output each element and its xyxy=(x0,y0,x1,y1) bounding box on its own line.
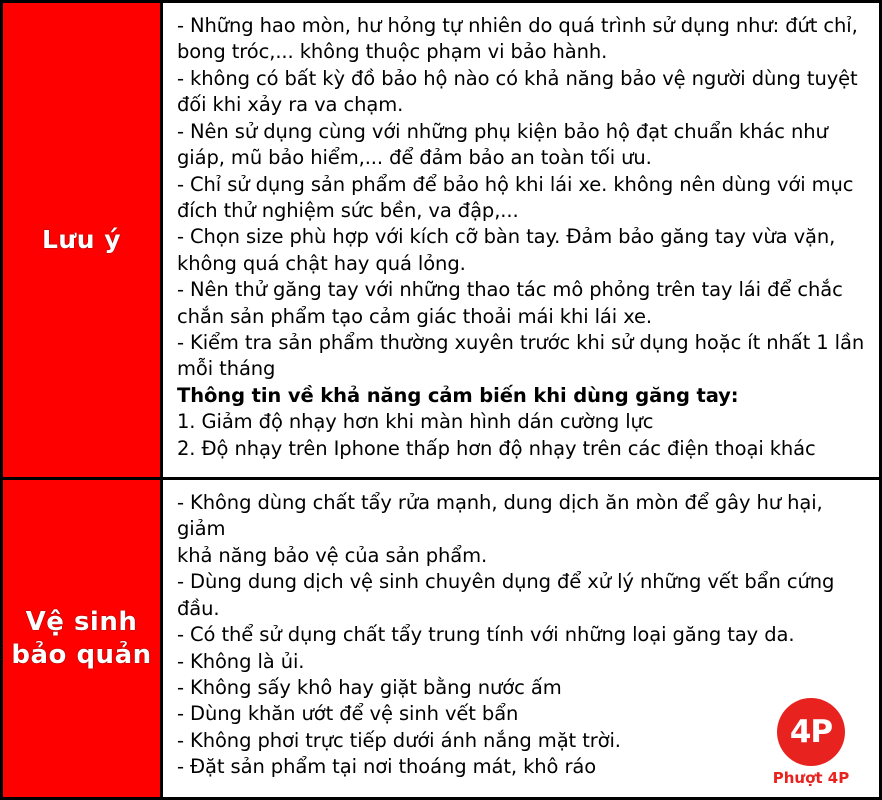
row-label-notes-text: Lưu ý xyxy=(41,225,122,255)
table-row-notes xyxy=(3,3,879,480)
row-content-care xyxy=(163,480,879,797)
row-label-care-line1: Vệ sinh xyxy=(25,607,138,637)
content-line: - Nên sử dụng cùng với những phụ kiện bảo hộ đạt chuẩn khác như xyxy=(177,119,828,143)
content-line: - Chỉ sử dụng sản phẩm để bảo hộ khi lái xe. không nên dùng với mục xyxy=(177,172,854,196)
brand-logo-mark: 4P xyxy=(777,698,845,766)
content-line: bong tróc,... không thuộc phạm vi bảo hành. xyxy=(177,40,608,64)
content-line: đích thử nghiệm sức bền, va đập,... xyxy=(177,198,519,222)
content-line: - Có thể sử dụng chất tẩy trung tính với những loại găng tay da. xyxy=(177,623,795,647)
content-line: - Không sấy khô hay giặt bằng nước ấm xyxy=(177,675,562,699)
table-row-care xyxy=(3,480,879,797)
content-line: - Những hao mòn, hư hỏng tự nhiên do quá trình sử dụng như: đứt chỉ, xyxy=(177,14,858,37)
content-line: giáp, mũ bảo hiểm,... để đảm bảo an toàn tối ưu. xyxy=(177,146,652,170)
row-label-care xyxy=(3,480,163,797)
content-line: - Kiểm tra sản phẩm thường xuyên trước khi sử dụng hoặc ít nhất 1 lần xyxy=(177,331,865,355)
row-content-notes xyxy=(163,3,879,477)
content-line: - Đặt sản phẩm tại nơi thoáng mát, khô ráo xyxy=(177,755,597,779)
content-line: - Không dùng chất tẩy rửa mạnh, dung dịch ăn mòn để gây hư hại, giảm xyxy=(177,491,823,541)
row-label-notes xyxy=(3,3,163,477)
content-line: - Dùng dung dịch vệ sinh chuyên dụng để xử lý những vết bẩn cứng xyxy=(177,570,835,594)
content-line: - Không là ủi. xyxy=(177,649,305,673)
content-line: - không có bất kỳ đồ bảo hộ nào có khả năng bảo vệ người dùng tuyệt xyxy=(177,66,858,90)
row-label-care-line2: bảo quản xyxy=(11,639,152,670)
brand-logo xyxy=(757,698,865,787)
content-line: đối khi xảy ra va chạm. xyxy=(177,93,404,117)
content-line: khả năng bảo vệ của sản phẩm. xyxy=(177,543,488,567)
content-line-heading: Thông tin về khả năng cảm biến khi dùng găng tay: xyxy=(177,383,739,407)
content-line: 2. Độ nhạy trên Iphone thấp hơn độ nhạy trên các điện thoại khác xyxy=(177,436,816,460)
brand-logo-caption: Phượt 4P xyxy=(772,769,850,787)
content-line: chắn sản phẩm tạo cảm giác thoải mái khi lái xe. xyxy=(177,304,653,328)
content-line: - Chọn size phù hợp với kích cỡ bàn tay. Đảm bảo găng tay vừa vặn, xyxy=(177,225,836,249)
content-line: 1. Giảm độ nhạy hơn khi màn hình dán cường lực xyxy=(177,410,654,434)
content-line: đầu. xyxy=(177,596,220,620)
content-line: - Dùng khăn ướt để vệ sinh vết bẩn xyxy=(177,702,519,726)
content-line: - Nên thử găng tay với những thao tác mô phỏng trên tay lái để chắc xyxy=(177,278,843,302)
content-line: - Không phơi trực tiếp dưới ánh nắng mặt trời. xyxy=(177,728,621,752)
content-line: không quá chật hay quá lỏng. xyxy=(177,251,466,275)
row-label-care-text xyxy=(11,606,151,671)
content-line: mỗi tháng xyxy=(177,357,276,381)
